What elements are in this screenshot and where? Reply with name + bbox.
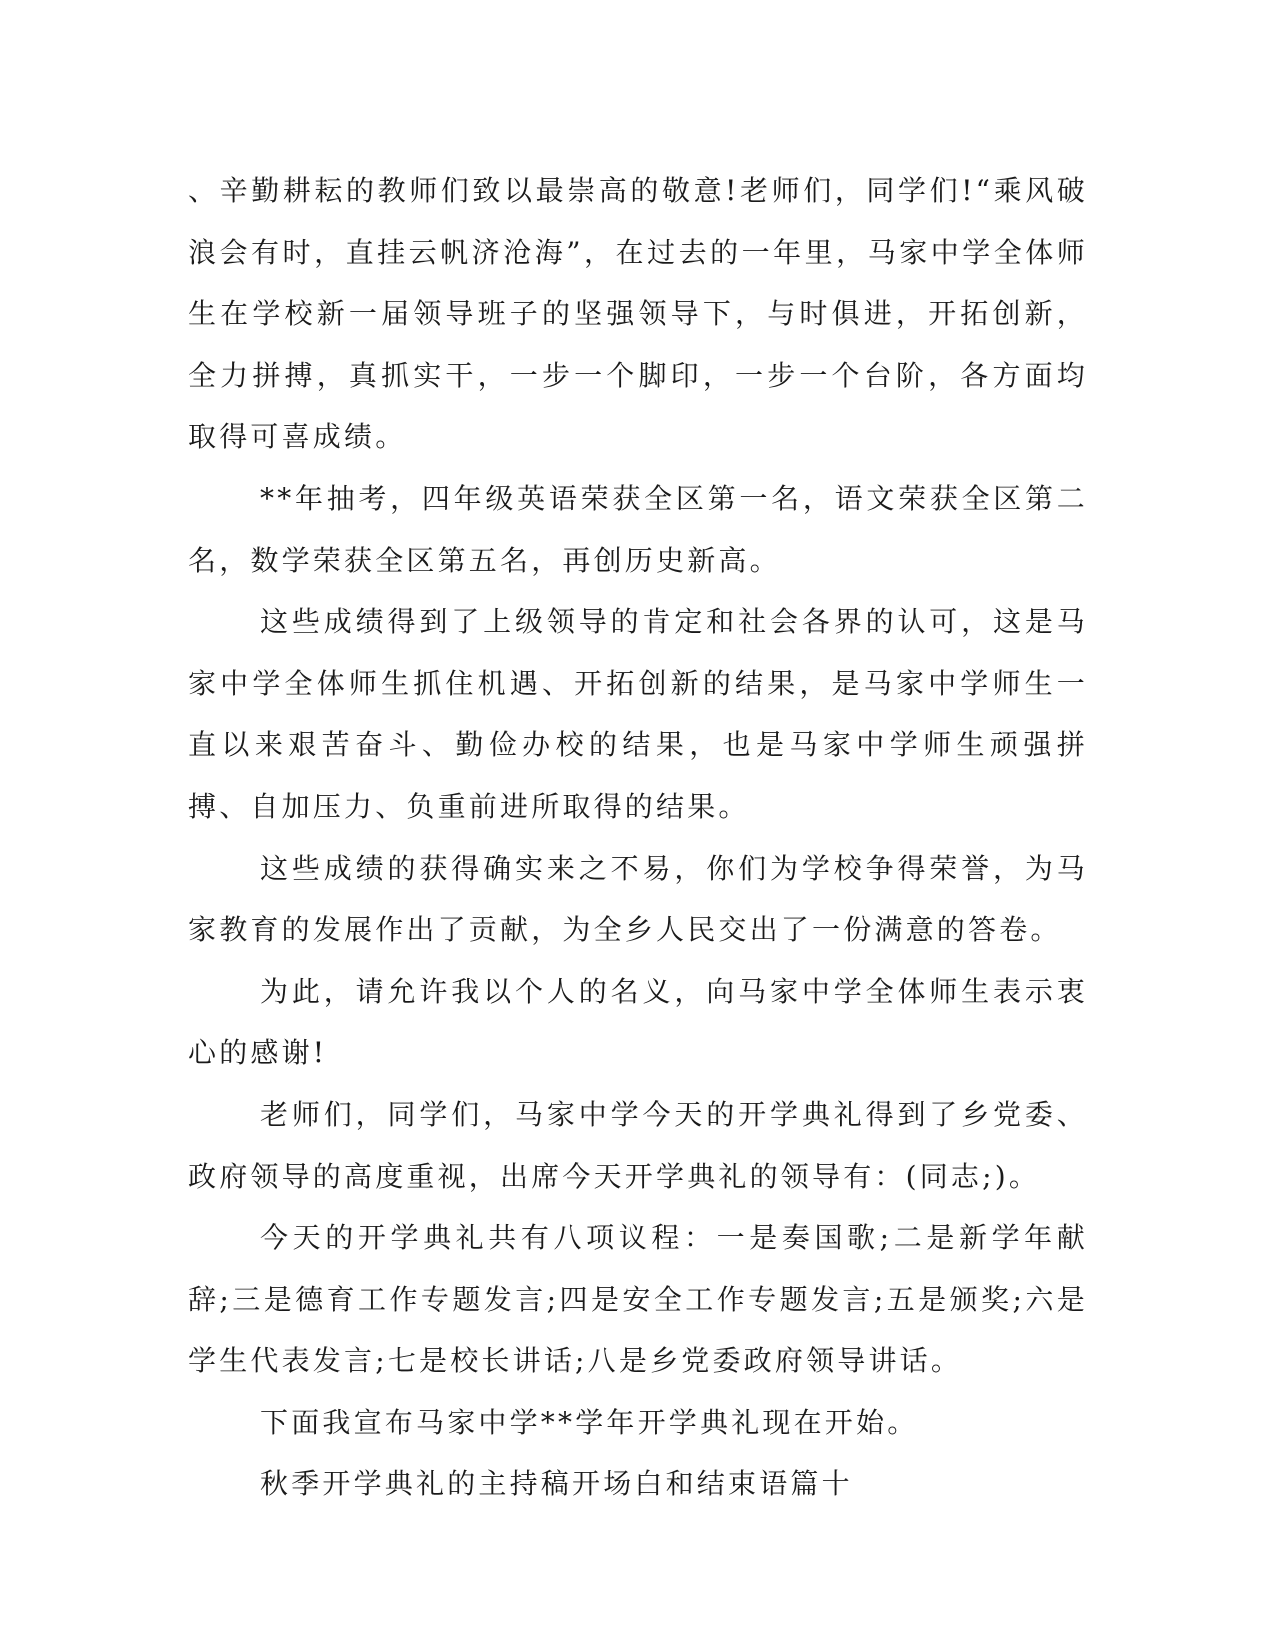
paragraph-5: 为此，请允许我以个人的名义，向马家中学全体师生表示衷心的感谢! [188,974,1088,1070]
paragraph-9: 秋季开学典礼的主持稿开场白和结束语篇十 [260,1467,853,1501]
paragraph-1: 、辛勤耕耘的教师们致以最崇高的敬意!老师们，同学们!“乘风破浪会有时，直挂云帆济沧海”，在过去的一年里，马家中学全体师生在学校新一届领导班子的坚强领导下，与时俱进，开拓创新，全力拼搏，真抓实干，一步一个脚印，一步一个台阶，各方面均取得可喜成绩。 [188,174,1088,454]
paragraph-8: 下面我宣布马家中学**学年开学典礼现在开始。 [260,1405,919,1439]
paragraph-3: 这些成绩得到了上级领导的肯定和社会各界的认可，这是马家中学全体师生抓住机遇、开拓创新的结果，是马家中学师生一直以来艰苦奋斗、勤俭办校的结果，也是马家中学师生顽强拼搏、自加压力、负重前进所取得的结果。 [188,605,1088,823]
paragraph-7: 今天的开学典礼共有八项议程：一是奏国歌;二是新学年献辞;三是德育工作专题发言;四是安全工作专题发言;五是颁奖;六是学生代表发言;七是校长讲话;八是乡党委政府领导讲话。 [188,1221,1088,1378]
paragraph-6: 老师们，同学们，马家中学今天的开学典礼得到了乡党委、政府领导的高度重视，出席今天开学典礼的领导有：(同志;)。 [188,1097,1088,1193]
paragraph-4: 这些成绩的获得确实来之不易，你们为学校争得荣誉，为马家教育的发展作出了贡献，为全乡人民交出了一份满意的答卷。 [188,851,1088,947]
paragraph-2: **年抽考，四年级英语荣获全区第一名，语文荣获全区第二名，数学荣获全区第五名，再创历史新高。 [188,481,1088,577]
document-body [188,160,1088,1515]
